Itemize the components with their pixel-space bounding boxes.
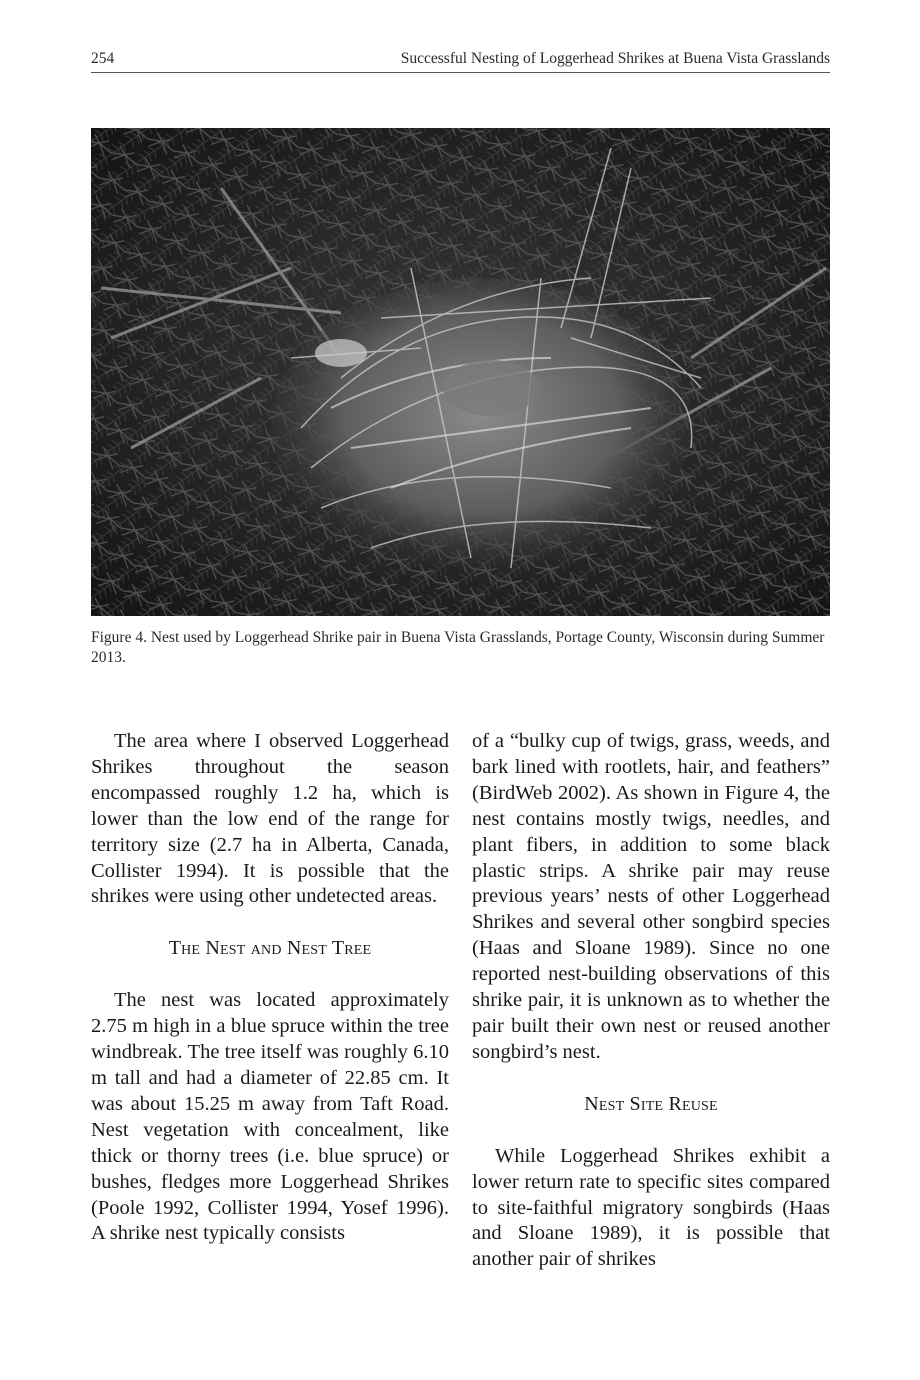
left-column bbox=[91, 729, 449, 1247]
left-paragraph-1: The area where I observed Loggerhead Shrikes throughout the season encompassed roughly 1.2 ha, which is lower than the low end of the range for territory size (2.7 ha in Alberta, Canada, Collister 1994). It is possible that the shrikes were using other undetected areas. bbox=[91, 730, 449, 908]
running-title: Successful Nesting of Loggerhead Shrikes at Buena Vista Grasslands bbox=[400, 50, 830, 67]
right-column bbox=[472, 729, 830, 1273]
nest-photo bbox=[91, 128, 830, 616]
left-paragraph-2: The nest was located approximately 2.75 m high in a blue spruce within the tree windbreak. The tree itself was roughly 6.10 m tall and had a diameter of 22.85 cm. It was about 15.25 m away from Taft Road. Nest vegetation with concealment, like thick or thorny trees (i.e. blue spruce) or bushes, fledges more Loggerhead Shrikes (Poole 1992, Collister 1994, Yosef 1996). A shrike nest typically consists bbox=[91, 989, 449, 1245]
page-number: 254 bbox=[91, 50, 115, 67]
figure-caption: Figure 4. Nest used by Loggerhead Shrike pair in Buena Vista Grasslands, Portage County, Wisconsin during Summer 2013. bbox=[91, 629, 825, 666]
section-heading-nest-tree: The Nest and Nest Tree bbox=[168, 937, 372, 960]
section-heading-nest-site-reuse: Nest Site Reuse bbox=[584, 1092, 718, 1115]
right-paragraph-2: While Loggerhead Shrikes exhibit a lower return rate to specific sites compared to site-faithful migratory songbirds (Haas and Sloane 1989), it is possible that another pair of shrikes bbox=[472, 1144, 830, 1271]
right-paragraph-1: of a “bulky cup of twigs, grass, weeds, and bark lined with rootlets, hair, and feathers” (BirdWeb 2002). As shown in Figure 4, the nest contains mostly twigs, needles, and plant fibers, in addition to some black plastic strips. A shrike pair may reuse previous years’ nests of other Loggerhead Shrikes and several other songbird species (Haas and Sloane 1989). Since no one reported nest-building observations of this shrike pair, it is unknown as to whether the pair built their own nest or reused another songbird’s nest. bbox=[472, 730, 830, 1063]
running-header bbox=[91, 50, 830, 73]
